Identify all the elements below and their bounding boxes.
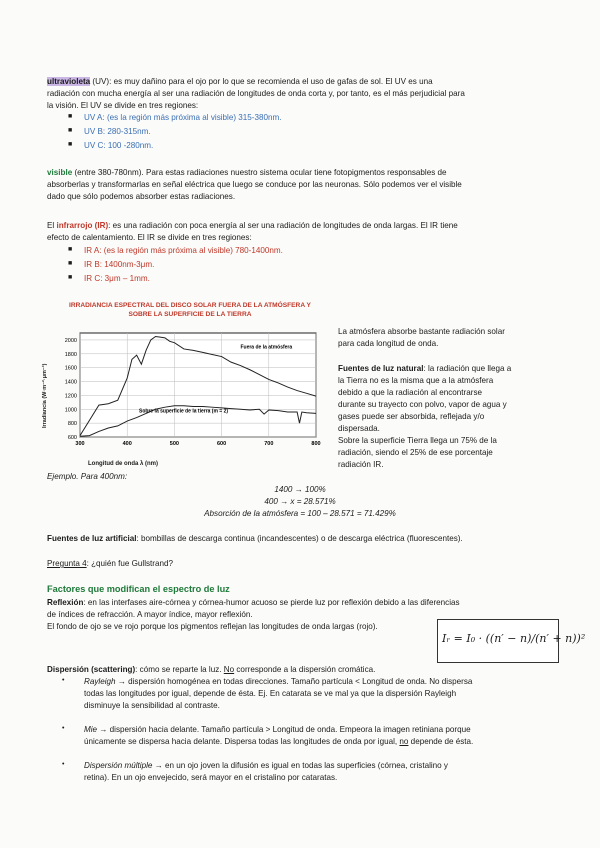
- y-tick-label: 800: [67, 421, 77, 428]
- bullet-icon: ■: [68, 141, 73, 148]
- side-p2-line: la Tierra no es la misma que a la atmósfera: [338, 376, 494, 385]
- uv-item-c: UV C: 100 -280nm.: [84, 141, 154, 150]
- example-line-1: 1400 → 100%: [274, 485, 326, 494]
- annotation-outside: Fuera de la atmósfera: [240, 344, 293, 351]
- bullet-icon: ■: [68, 274, 73, 281]
- artificial-line: Fuentes de luz artificial: bombillas de descarga continua (incandescentes) o de descarga eléctrica (fluorescentes).: [47, 534, 463, 543]
- x-tick-label: 700: [264, 441, 274, 447]
- rayleigh-term: Rayleigh: [84, 677, 116, 686]
- side-p2-line: radiación, siendo el 25% de ese porcentaje: [338, 448, 493, 457]
- side-p2-line: gases puede ser absorbida, reflejada y/o: [338, 412, 485, 421]
- example-line-2: 400 → x = 28.571%: [264, 497, 336, 506]
- side-p1-line-1: La atmósfera absorbe bastante radiación solar: [338, 327, 505, 336]
- bullet-icon: •: [62, 725, 65, 732]
- example-label: Ejemplo. Para 400nm:: [47, 472, 128, 481]
- annotation-surface: Sobre la superficie de la tierra (m = 2): [139, 408, 229, 415]
- chart-xlabel: Longitud de onda λ (nm): [88, 461, 158, 467]
- x-tick-label: 400: [122, 441, 132, 447]
- multiple-term: Dispersión múltiple: [84, 761, 153, 770]
- bullet-icon: •: [62, 677, 65, 684]
- artificial-label: Fuentes de luz artificial: [47, 534, 137, 543]
- y-tick-label: 2000: [64, 337, 77, 344]
- rayleigh-line-2: todas las longitudes por igual, depende de ésta. Ej. En catarata se ve mal ya que la dispersión Rayleigh: [84, 689, 457, 698]
- x-tick-label: 500: [169, 441, 179, 447]
- x-tick-label: 600: [217, 441, 227, 447]
- side-p2-line: dispersada.: [338, 424, 380, 433]
- side-p2-line: debido a que la radiación al encontrarse: [338, 388, 482, 397]
- bullet-icon: •: [62, 761, 65, 768]
- ir-item-a: IR A: (es la región más próxima al visible) 780-1400nm.: [84, 246, 283, 255]
- uv-line-3: la visión. El UV se divide en tres regiones:: [47, 101, 199, 110]
- dispersion-line: Dispersión (scattering): cómo se reparte la luz. No corresponde a la dispersión cromática.: [47, 665, 376, 674]
- side-p2-line: radiación IR.: [338, 460, 384, 469]
- y-tick-label: 600: [67, 435, 77, 441]
- reflexion-label: Reflexión: [47, 598, 84, 607]
- side-p2-line-0: Fuentes de luz natural: la radiación que llega a: [338, 364, 512, 373]
- mie-line-1: Mie → dispersión hacia delante. Tamaño partícula > Longitud de onda. Empeora la imagen retiniana porque: [84, 725, 471, 734]
- side-p2-line: durante su trayecto con polvo, vapor de agua y: [338, 400, 507, 409]
- visible-line-2: absorberlas y transformarlas en señal eléctrica que luego se conduce por las neuronas. Sólo podemos ver el visible: [47, 180, 462, 189]
- side-p2-line: Sobre la superficie Tierra llega un 75% de la: [338, 436, 497, 445]
- ir-term: infrarrojo (IR): [56, 221, 109, 230]
- visible-line-1: visible (entre 380-780nm). Para estas radiaciones nuestro sistema ocular tiene fotopigmentos responsables de: [47, 168, 447, 177]
- question-line: Pregunta 4: ¿quién fue Gullstrand?: [47, 559, 173, 568]
- ir-line-2: efecto de calentamiento. El IR se divide en tres regiones:: [47, 233, 252, 242]
- rayleigh-line-3: disminuye la sensibilidad al contraste.: [84, 701, 220, 710]
- natural-label: Fuentes de luz natural: [338, 364, 424, 373]
- x-tick-label: 800: [311, 441, 321, 447]
- example-line-3: Absorción de la atmósfera = 100 – 28.571 = 71.429%: [204, 509, 396, 518]
- spectral-chart: [46, 325, 326, 455]
- formula-text: Iᵣ = I₀ · ((n′ − n)/(n′ + n))²: [442, 632, 586, 645]
- bullet-icon: ■: [68, 113, 73, 120]
- y-tick-label: 1000: [64, 407, 77, 414]
- ir-item-b: IR B: 1400nm-3μm.: [84, 260, 155, 269]
- bullet-icon: ■: [68, 260, 73, 267]
- uv-line-2: radiación con mucha energía al ser una radiación de longitudes de onda corta y, por tanto, es el más perjudicial para: [47, 89, 465, 98]
- y-tick-label: 1400: [64, 379, 77, 386]
- uv-line-1: ultravioleta (UV): es muy dañino para el ojo por lo que se recomienda el uso de gafas de sol. El UV es una: [47, 77, 433, 86]
- x-tick-label: 300: [75, 441, 85, 447]
- reflexion-line-3: El fondo de ojo se ve rojo porque los pigmentos reflejan las longitudes de onda largas (rojo).: [47, 622, 378, 631]
- multiple-line-2: retina). En un ojo envejecido, será mayor en el cristalino por cataratas.: [84, 773, 338, 782]
- mie-term: Mie: [84, 725, 98, 734]
- y-tick-label: 1600: [64, 365, 77, 372]
- reflexion-line-1: Reflexión: en las interfases aire-córnea y córnea-humor acuoso se pierde luz por reflexión debido a las diferencias: [47, 598, 460, 607]
- bullet-icon: ■: [68, 246, 73, 253]
- ir-item-c: IR C: 3μm – 1mm.: [84, 274, 150, 283]
- y-tick-label: 1200: [64, 393, 77, 400]
- chart-title: IRRADIANCIA ESPECTRAL DEL DISCO SOLAR FUERA DE LA ATMÓSFERA Y SOBRE LA SUPERFICIE DE LA TIERRA: [69, 302, 311, 318]
- rayleigh-line-1: Rayleigh → dispersión homogénea en todas direcciones. Tamaño partícula < Longitud de onda. No dispersa: [84, 677, 473, 686]
- ir-line-1: El infrarrojo (IR): es una radiación con poca energía al ser una radiación de longitudes de onda largas. El IR tiene: [47, 221, 458, 230]
- uv-item-a: UV A: (es la región más próxima al visible) 315-380nm.: [84, 113, 282, 122]
- bullet-icon: ■: [68, 127, 73, 134]
- y-tick-label: 1800: [64, 351, 77, 358]
- question-label: Pregunta 4: [47, 559, 87, 568]
- mie-line-2: únicamente se dispersa hacia delante. Dispersa todas las longitudes de onda por igual, no depende de ésta.: [84, 737, 474, 746]
- visible-term: visible: [47, 168, 73, 177]
- uv-item-b: UV B: 280-315nm.: [84, 127, 151, 136]
- visible-line-3: dado que sólo podemos absorber estas radiaciones.: [47, 192, 236, 201]
- uv-term: ultravioleta: [47, 77, 91, 86]
- side-p1-line-2: para cada longitud de onda.: [338, 339, 439, 348]
- reflection-formula: [437, 619, 586, 663]
- factors-heading: Factores que modifican el espectro de luz: [47, 584, 230, 594]
- chart-ylabel: Irradiancia (W·m⁻²·μm⁻¹): [42, 363, 48, 428]
- dispersion-label: Dispersión (scattering): [47, 665, 136, 674]
- reflexion-line-2: de índices de refracción. A mayor índice, mayor reflexión.: [47, 610, 253, 619]
- multiple-line-1: Dispersión múltiple → en un ojo joven la difusión es igual en todas las superficies (córnea, cristalino y: [84, 761, 448, 770]
